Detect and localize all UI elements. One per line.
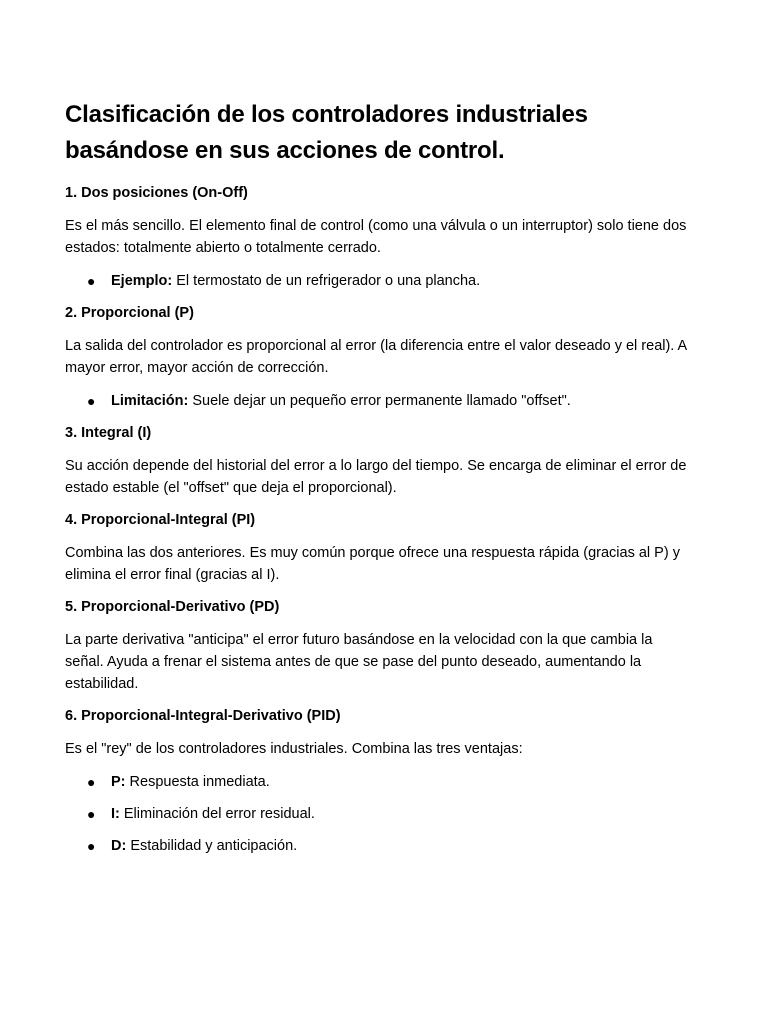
- section-heading: 3. Integral (I): [65, 425, 152, 441]
- page-title-line-2: basándose en sus acciones de control.: [65, 137, 505, 164]
- bullet-icon: ●: [87, 806, 96, 822]
- section-paragraph: La salida del controlador es proporcional al error (la diferencia entre el valor deseado y el real). A mayor error, mayor acción de corrección.: [65, 338, 687, 376]
- section-heading: 6. Proporcional-Integral-Derivativo (PID): [65, 708, 341, 724]
- section-proporcional: [65, 303, 695, 412]
- section-integral: [65, 423, 695, 499]
- bullet-icon: ●: [87, 774, 96, 790]
- section-pi: [65, 510, 695, 586]
- section-paragraph: Es el "rey" de los controladores industriales. Combina las tres ventajas:: [65, 741, 523, 757]
- section-pd: [65, 597, 695, 695]
- list-item: [65, 803, 695, 825]
- bullet-label: Limitación:: [111, 393, 189, 409]
- bullet-text: Eliminación del error residual.: [119, 806, 315, 822]
- section-paragraph: Combina las dos anteriores. Es muy común porque ofrece una respuesta rápida (gracias al P) y elimina el error final (gracias al I).: [65, 545, 680, 583]
- bullet-text: El termostato de un refrigerador o una plancha.: [172, 273, 481, 289]
- bullet-text: Respuesta inmediata.: [125, 774, 270, 790]
- bullet-label: P:: [111, 774, 126, 790]
- bullet-text: Estabilidad y anticipación.: [126, 838, 298, 854]
- section-paragraph: La parte derivativa "anticipa" el error futuro basándose en la velocidad con la que cambia la señal. Ayuda a frenar el sistema antes de que se pase del punto deseado, aumentando la estabilidad.: [65, 632, 653, 692]
- bullet-icon: ●: [87, 393, 96, 409]
- section-heading: 1. Dos posiciones (On-Off): [65, 185, 248, 201]
- section-paragraph: Su acción depende del historial del error a lo largo del tiempo. Se encarga de eliminar el error de estado estable (el "offset" que deja el proporcional).: [65, 458, 687, 496]
- list-item: [65, 390, 695, 412]
- section-pid: [65, 706, 695, 857]
- bullet-label: Ejemplo:: [111, 273, 173, 289]
- bullet-text: Suele dejar un pequeño error permanente llamado "offset".: [188, 393, 571, 409]
- page-title: [65, 97, 695, 169]
- section-on-off: [65, 183, 695, 292]
- bullet-label: D:: [111, 838, 127, 854]
- section-heading: 2. Proporcional (P): [65, 305, 194, 321]
- list-item: [65, 270, 695, 292]
- bullet-list: [65, 771, 695, 857]
- bullet-icon: ●: [87, 273, 96, 289]
- bullet-list: [65, 270, 695, 292]
- list-item: [65, 771, 695, 793]
- bullet-icon: ●: [87, 838, 96, 854]
- page-title-line-1: Clasificación de los controladores industriales: [65, 101, 588, 128]
- document-page: [65, 97, 695, 868]
- bullet-list: [65, 390, 695, 412]
- bullet-label: I:: [111, 806, 120, 822]
- section-paragraph: Es el más sencillo. El elemento final de control (como una válvula o un interruptor) solo tiene dos estados: totalmente abierto o totalmente cerrado.: [65, 218, 687, 256]
- list-item: [65, 835, 695, 857]
- section-heading: 5. Proporcional-Derivativo (PD): [65, 599, 280, 615]
- section-heading: 4. Proporcional-Integral (PI): [65, 512, 256, 528]
